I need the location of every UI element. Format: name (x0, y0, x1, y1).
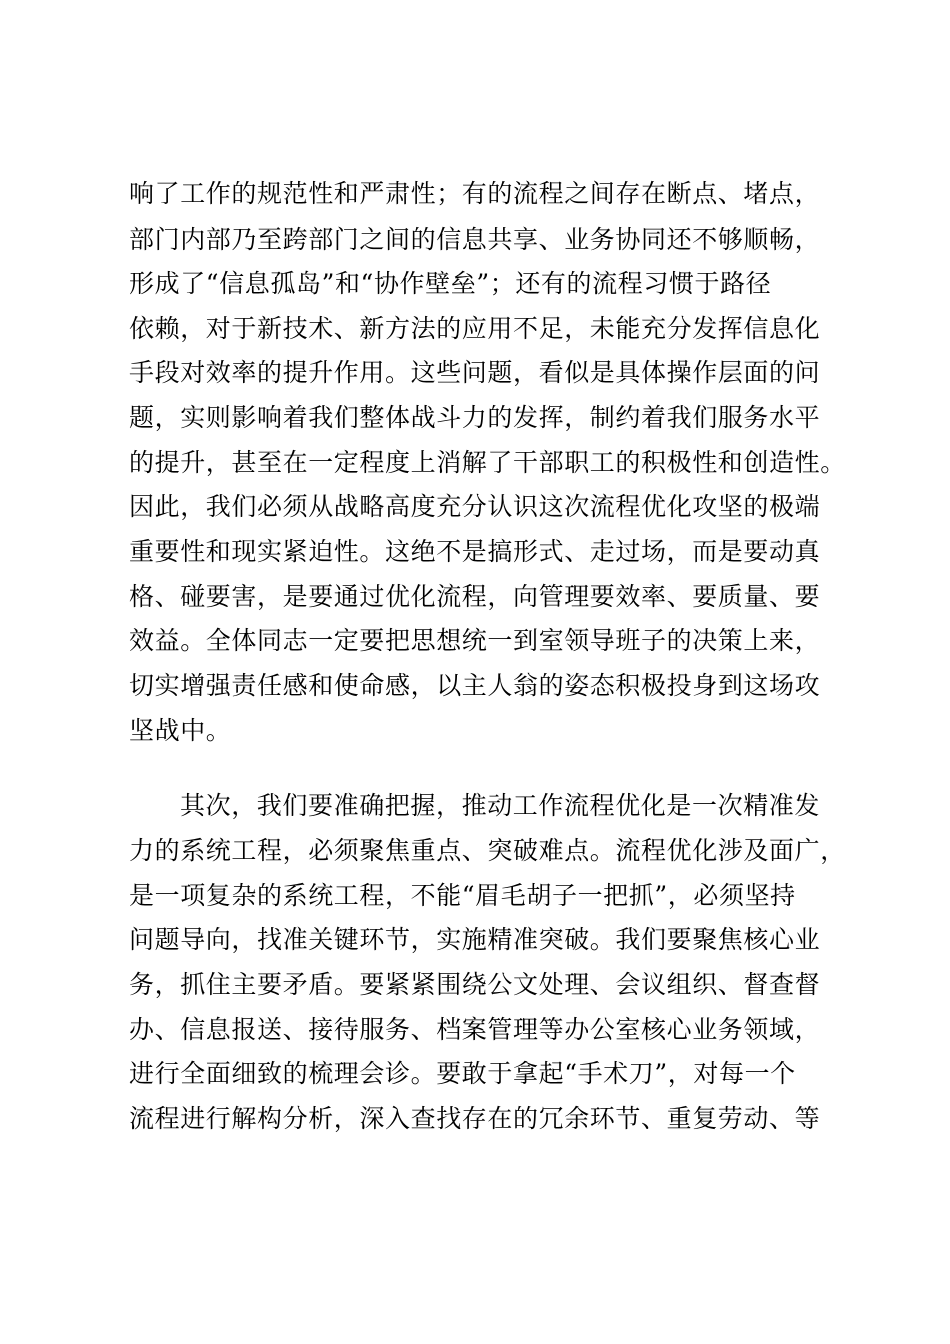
text-line: 响了工作的规范性和严肃性；有的流程之间存在断点、堵点， (129, 179, 821, 208)
text-line: 进行全面细致的梳理会诊。要敢于拿起“手术刀”，对每一个 (129, 1059, 796, 1088)
text-line: 手段对效率的提升作用。这些问题，看似是具体操作层面的问 (129, 358, 821, 387)
text-line: 因此，我们必须从战略高度充分认识这次流程优化攻坚的极端 (129, 492, 821, 521)
text-line: 坚战中。 (129, 716, 232, 745)
text-line: 问题导向，找准关键环节，实施精准突破。我们要聚焦核心业 (129, 925, 821, 954)
text-line: 务，抓住主要矛盾。要紧紧围绕公文处理、会议组织、督查督 (129, 970, 821, 999)
text-line: 题，实则影响着我们整体战斗力的发挥，制约着我们服务水平 (129, 403, 821, 432)
text-line: 是一项复杂的系统工程，不能“眉毛胡子一把抓”，必须坚持 (129, 881, 796, 910)
text-line: 依赖，对于新技术、新方法的应用不足，未能充分发挥信息化 (129, 314, 821, 343)
text-line: 其次，我们要准确把握，推动工作流程优化是一次精准发 (180, 791, 821, 820)
text-line: 重要性和现实紧迫性。这绝不是搞形式、走过场，而是要动真 (129, 537, 821, 566)
text-line: 力的系统工程，必须聚焦重点、突破难点。流程优化涉及面广， (129, 836, 846, 865)
text-line: 部门内部乃至跨部门之间的信息共享、业务协同还不够顺畅， (129, 225, 821, 254)
text-line: 的提升，甚至在一定程度上消解了干部职工的积极性和创造性。 (129, 448, 846, 477)
text-line: 形成了“信息孤岛”和“协作壁垒”；还有的流程习惯于路径 (129, 269, 772, 298)
text-line: 效益。全体同志一定要把思想统一到室领导班子的决策上来， (129, 626, 821, 655)
text-line: 格、碰要害，是要通过优化流程，向管理要效率、要质量、要 (129, 582, 821, 611)
text-line: 办、信息报送、接待服务、档案管理等办公室核心业务领域， (129, 1015, 821, 1044)
text-line: 切实增强责任感和使命感，以主人翁的姿态积极投身到这场攻 (129, 671, 821, 700)
text-line: 流程进行解构分析，深入查找存在的冗余环节、重复劳动、等 (129, 1104, 821, 1133)
